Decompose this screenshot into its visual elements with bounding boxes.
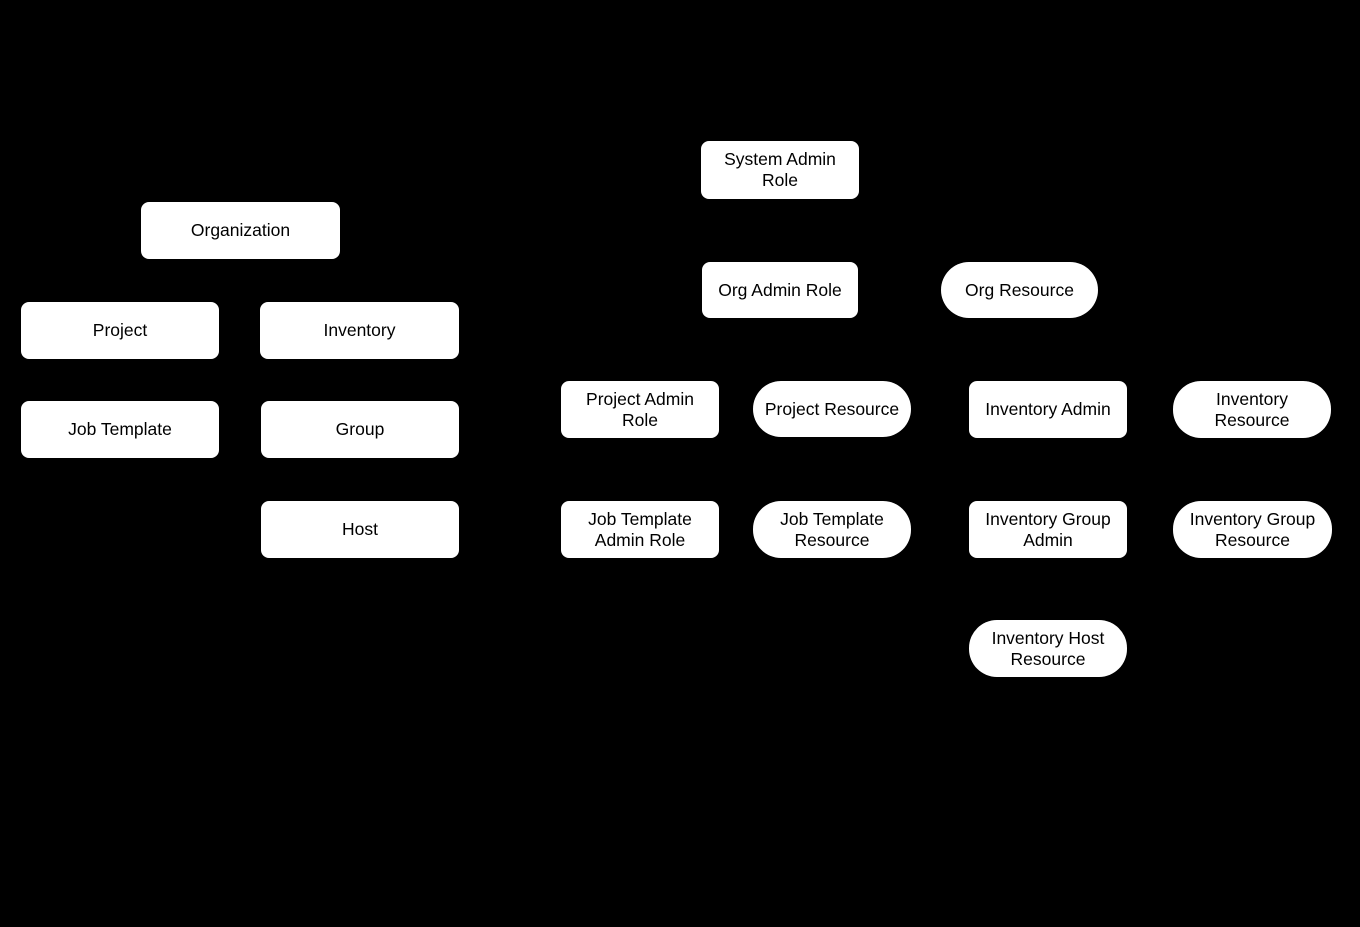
node-label: Role — [762, 170, 798, 190]
node-label: Resource — [1214, 409, 1290, 430]
node-label: Inventory Group — [985, 508, 1111, 529]
node-inventory-group-admin — [969, 501, 1127, 558]
node-job-template-admin-role — [561, 501, 719, 558]
node-job-template-resource — [753, 501, 911, 558]
node-inventory-group-resource — [1173, 501, 1332, 558]
node-inventory-resource — [1173, 381, 1331, 438]
node-project — [21, 302, 219, 359]
node-label: Inventory — [323, 320, 396, 340]
node-label: Project Admin — [586, 388, 694, 409]
node-host — [261, 501, 459, 558]
node-label: Job Template — [68, 419, 172, 439]
node-job-template — [21, 401, 219, 458]
node-label: Resource — [1215, 529, 1290, 550]
node-project-resource — [753, 381, 911, 437]
node-label: Inventory Group — [1189, 508, 1316, 529]
node-system-admin-role — [701, 141, 859, 199]
node-label: Host — [342, 519, 378, 539]
node-label: Role — [622, 409, 658, 430]
node-label: Inventory — [1216, 388, 1288, 409]
node-group — [261, 401, 459, 458]
node-label: Project Resource — [764, 398, 900, 419]
node-label: Group — [335, 419, 385, 439]
node-label: Organization — [190, 220, 291, 240]
node-label: Inventory Host — [991, 627, 1105, 648]
node-label: System Admin — [724, 149, 836, 169]
node-label: Job Template — [780, 508, 884, 529]
node-organization — [141, 202, 340, 259]
node-label: Resource — [1010, 648, 1086, 669]
node-org-admin-role — [702, 262, 858, 318]
node-label: Inventory Admin — [985, 399, 1111, 419]
node-project-admin-role — [561, 381, 719, 438]
node-label: Org Resource — [965, 279, 1074, 300]
node-label: Job Template — [588, 508, 692, 529]
node-label: Admin Role — [594, 529, 686, 550]
node-label: Org Admin Role — [718, 279, 842, 300]
node-inventory-admin — [969, 381, 1127, 438]
node-label: Project — [92, 320, 148, 340]
node-label: Admin — [1023, 529, 1073, 550]
node-inventory — [260, 302, 459, 359]
node-inventory-host-resource — [969, 620, 1127, 677]
node-label: Resource — [794, 529, 870, 550]
node-org-resource — [941, 262, 1098, 318]
